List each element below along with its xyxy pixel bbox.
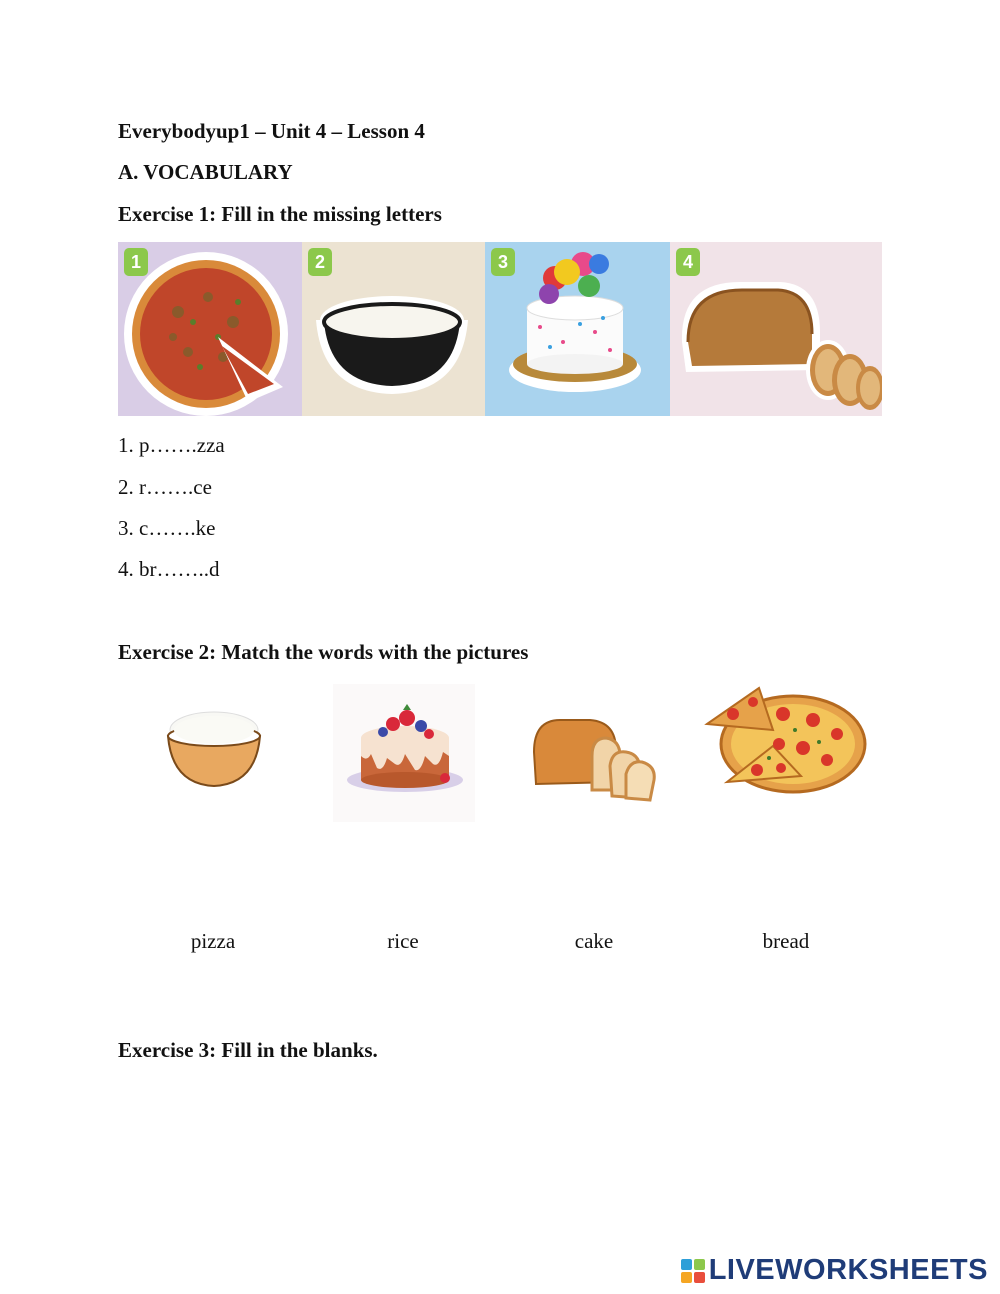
photo-number: 3 — [491, 248, 515, 276]
list-item: 2. r…….ce — [118, 475, 212, 499]
pizza-photo — [118, 242, 302, 416]
match-word-pizza[interactable]: pizza — [190, 929, 236, 953]
list-item: 4. br……..d — [118, 557, 220, 581]
cake-icon[interactable] — [333, 684, 475, 822]
match-word-cake[interactable]: cake — [574, 929, 614, 953]
match-word-rice[interactable]: rice — [387, 929, 419, 953]
food-photo-strip — [118, 242, 882, 416]
match-word-bread[interactable]: bread — [762, 929, 810, 953]
bread-icon[interactable] — [530, 712, 660, 802]
cake-photo — [485, 242, 670, 416]
list-item: 3. c…….ke — [118, 516, 216, 540]
photo-number: 4 — [676, 248, 700, 276]
list-item: 1. p…….zza — [118, 433, 225, 457]
page-title: Everybodyup1 – Unit 4 – Lesson 4 — [118, 119, 425, 143]
logo-text: LIVEWORKSHEETS — [708, 1254, 988, 1286]
liveworksheets-logo — [681, 1254, 988, 1287]
photo-number: 2 — [308, 248, 332, 276]
section-heading: A. VOCABULARY — [118, 160, 293, 184]
bread-photo — [670, 242, 882, 416]
logo-mark-icon — [681, 1259, 705, 1283]
bread-photo-icon — [670, 242, 882, 416]
rice-bowl-icon[interactable] — [160, 700, 268, 790]
exercise1-heading: Exercise 1: Fill in the missing letters — [118, 202, 442, 226]
photo-number: 1 — [124, 248, 148, 276]
exercise3-heading: Exercise 3: Fill in the blanks. — [118, 1038, 378, 1062]
pizza-icon[interactable] — [703, 684, 869, 796]
exercise2-heading: Exercise 2: Match the words with the pictures — [118, 640, 529, 664]
rice-bowl-photo — [302, 242, 485, 416]
